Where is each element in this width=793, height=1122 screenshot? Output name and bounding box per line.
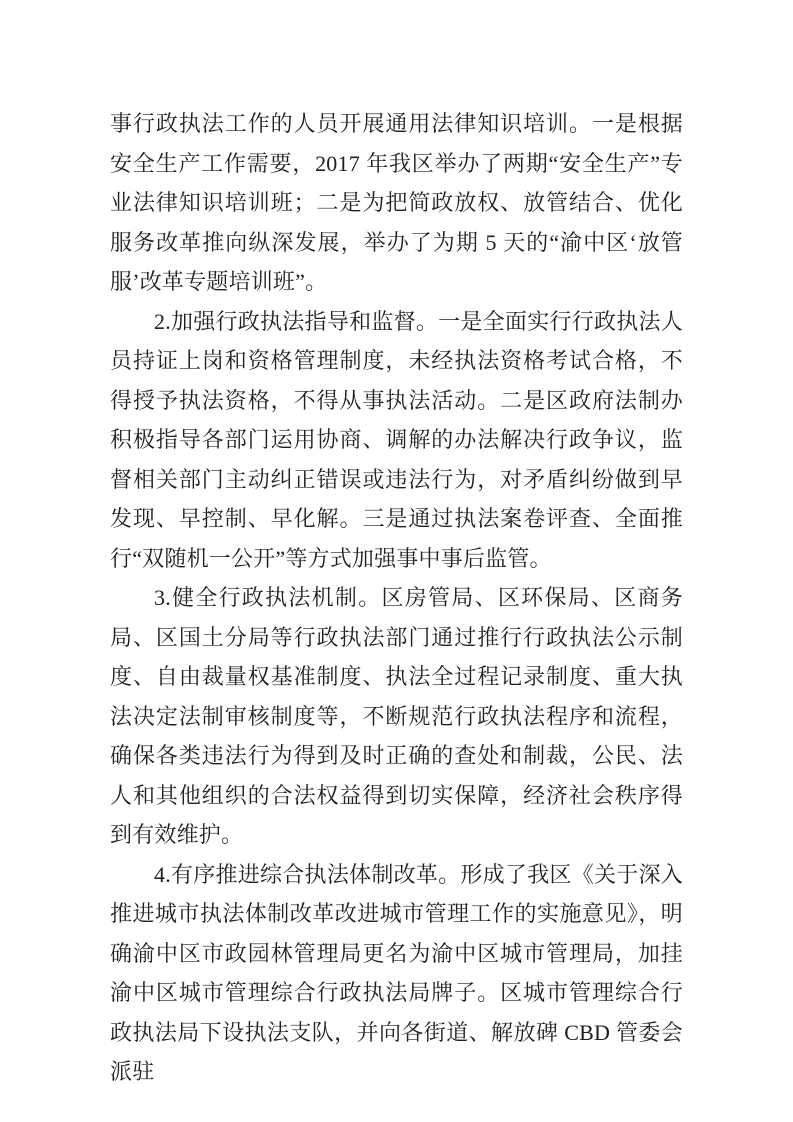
paragraph-continuation: 事行政执法工作的人员开展通用法律知识培训。一是根据安全生产工作需要，2017 年我区举办了两期“安全生产”专业法律知识培训班；二是为把简政放权、放管结合、优化服务改革推向纵深发展，举办了为期 5 天的“渝中区‘放管服’改革专题培训班”。 [110, 111, 683, 294]
paragraph-item-3: 3.健全行政执法机制。区房管局、区环保局、区商务局、区国土分局等行政执法部门通过推行行政执法公示制度、自由裁量权基准制度、执法全过程记录制度、重大执法决定法制审核制度等，不断规范行政执法程序和流程，确保各类违法行为得到及时正确的查处和制裁，公民、法人和其他组织的合法权益得到切实保障，经济社会秩序得到有效维护。 [110, 585, 683, 847]
paragraph-item-2: 2.加强行政执法指导和监督。一是全面实行行政执法人员持证上岗和资格管理制度，未经执法资格考试合格，不得授予执法资格，不得从事执法活动。二是区政府法制办积极指导各部门运用协商、调解的办法解决行政争议，监督相关部门主动纠正错误或违法行为，对矛盾纠纷做到早发现、早控制、早化解。三是通过执法案卷评查、全面推行“双随机一公开”等方式加强事中事后监管。 [110, 308, 683, 571]
document-body [110, 104, 683, 1092]
paragraph-item-4: 4.有序推进综合执法体制改革。形成了我区《关于深入推进城市执法体制改革改进城市管理工作的实施意见》，明确渝中区市政园林管理局更名为渝中区城市管理局，加挂渝中区城市管理综合行政执法局牌子。区城市管理综合行政执法局下设执法支队，并向各街道、解放碑 CBD 管委会派驻 [110, 861, 683, 1084]
